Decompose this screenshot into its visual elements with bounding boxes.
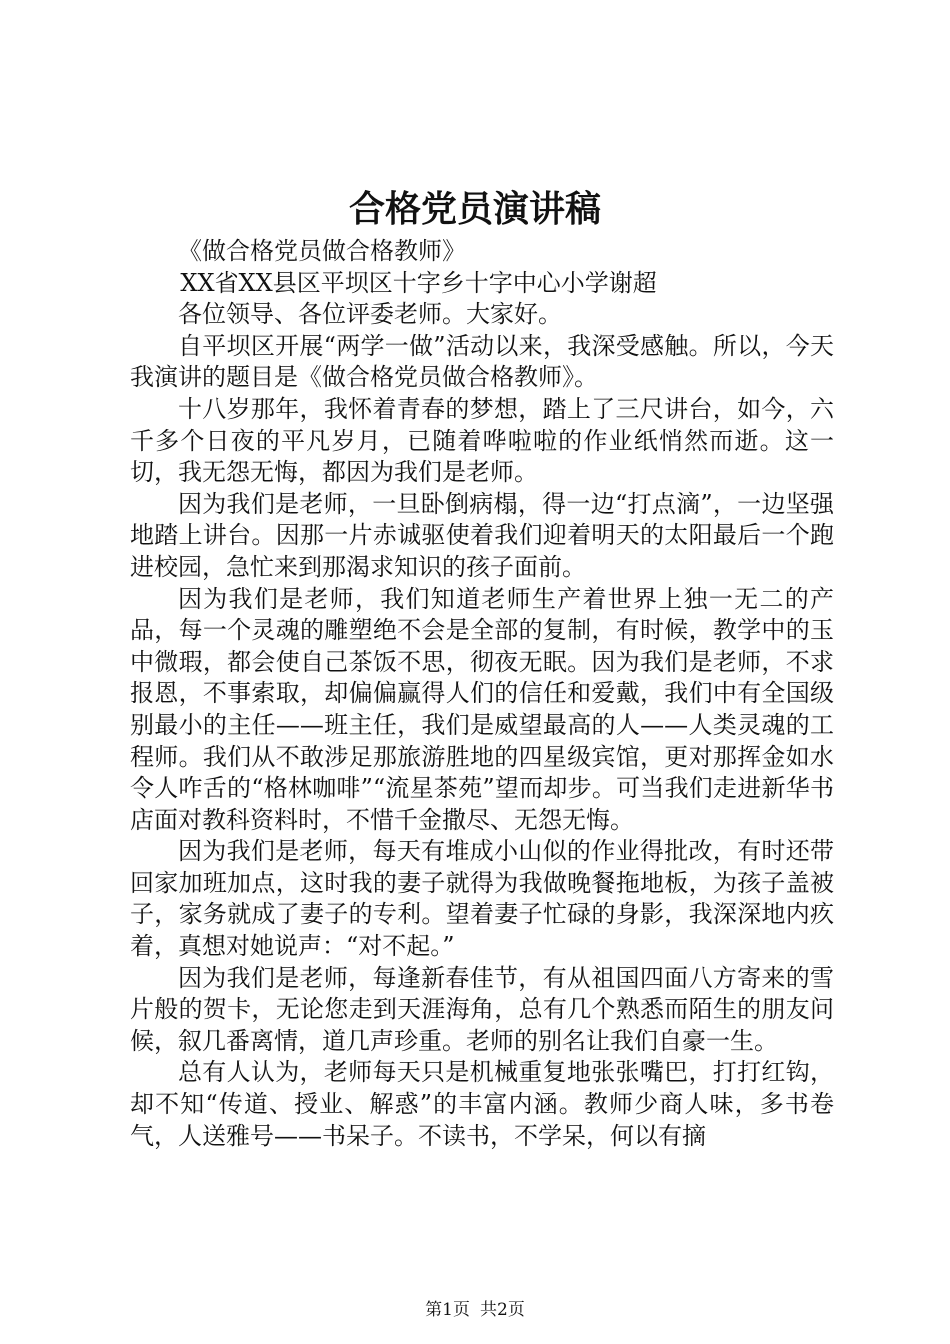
paragraph: 因为我们是老师，每逢新春佳节，有从祖国四面八方寄来的雪片般的贺卡，无论您走到天涯海角，总有几个熟悉而陌生的朋友问候，叙几番离情，道几声珍重。老师的别名让我们自豪一生。 xyxy=(130,963,834,1055)
paragraph: 自平坝区开展“两学一做”活动以来，我深受感触。所以，今天我演讲的题目是《做合格党员做合格教师》。 xyxy=(130,331,834,392)
paragraph: 因为我们是老师，每天有堆成小山似的作业得批改，有时还带回家加班加点，这时我的妻子就得为我做晚餐拖地板，为孩子盖被子，家务就成了妻子的专利。望着妻子忙碌的身影，我深深地内疚着，真想对她说声：“对不起。” xyxy=(130,837,834,961)
paragraph-speech-title: 《做合格党员做合格教师》 xyxy=(178,237,466,265)
paragraph: 因为我们是老师，一旦卧倒病榻，得一边“打点滴”，一边坚强地踏上讲台。因那一片赤诚驱使着我们迎着明天的太阳最后一个跑进校园，急忙来到那渴求知识的孩子面前。 xyxy=(130,489,834,581)
document-body xyxy=(130,236,834,1152)
page-footer xyxy=(0,1298,950,1322)
page-total: 共2页 xyxy=(480,1300,525,1320)
paragraph-author: XX省XX县区平坝区十字乡十字中心小学谢超 xyxy=(180,268,657,297)
paragraph: 十八岁那年，我怀着青春的梦想，踏上了三尺讲台，如今，六千多个日夜的平凡岁月，已随着哗啦啦的作业纸悄然而逝。这一切，我无怨无悔，都因为我们是老师。 xyxy=(130,394,834,487)
paragraph-greeting: 各位领导、各位评委老师。大家好。 xyxy=(178,300,562,329)
paragraph: 总有人认为，老师每天只是机械重复地张张嘴巴，打打红钩，却不知“传道、授业、解惑”的丰富内涵。教师少商人味，多书卷气，人送雅号——书呆子。不读书，不学呆，何以有摘 xyxy=(130,1058,834,1150)
document-title: 合格党员演讲稿 xyxy=(348,188,601,230)
page-number: 第1页 xyxy=(425,1300,470,1320)
paragraph: 因为我们是老师，我们知道老师生产着世界上独一无二的产品，每一个灵魂的雕塑绝不会是全部的复制，有时候，教学中的玉中微瑕，都会使自己茶饭不思，彻夜无眠。因为我们是老师，不求报恩，不事索取，却偏偏赢得人们的信任和爱戴，我们中有全国级别最小的主任——班主任，我们是威望最高的人——人类灵魂的工程师。我们从不敢涉足那旅游胜地的四星级宾馆，更对那挥金如水令人咋舌的“格林咖啡”“流星茶苑”望而却步。可当我们走进新华书店面对教科资料时，不惜千金撒尽、无怨无悔。 xyxy=(130,584,834,834)
